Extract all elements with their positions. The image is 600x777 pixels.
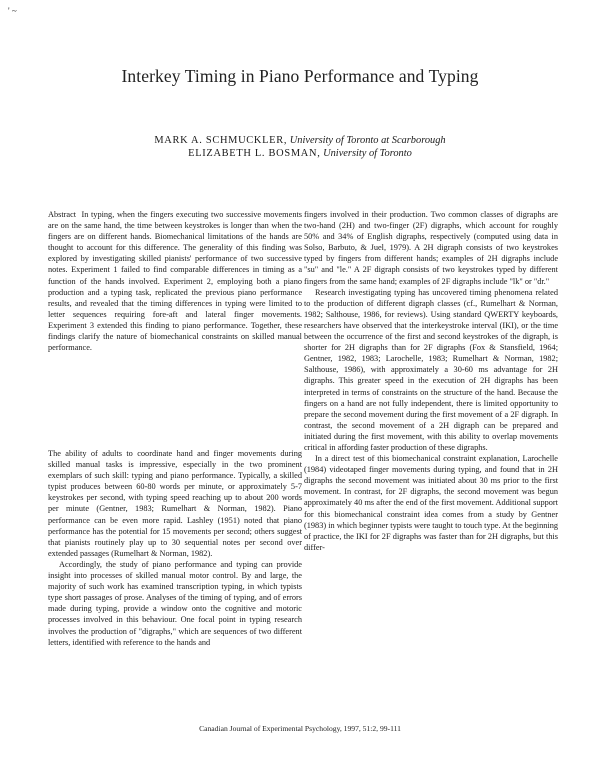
author-affiliation: University of Toronto xyxy=(323,148,412,159)
journal-citation-footer: Canadian Journal of Experimental Psychology, 1997, 51:2, 99-111 xyxy=(199,724,401,733)
body-paragraph: fingers involved in their production. Two common classes of digraphs are two-hand (2H) and two-finger (2F) digraphs, which account for roughly 50% and 34% of English digraphs, respectively (computed using data in Solso, Barbuto, & Juel, 1979). A 2H digraph consists of two keystrokes typed by fingers from different hands; examples of 2H digraphs include "su" and "le." A 2F digraph consists of two keystrokes typed by different fingers from the same hand; examples of 2F digraphs include "lk" or "dr." xyxy=(304,210,558,286)
author-name: ELIZABETH L. BOSMAN, xyxy=(188,148,321,159)
author-line xyxy=(100,134,500,147)
author-block xyxy=(100,134,500,160)
author-line xyxy=(100,147,500,160)
abstract-text: In typing, when the fingers executing two successive movements are on the same hand, the time between keystrokes is longer than when the fingers are on different hands. Biomechanical limitations of the hands are thought to account for this difference. The generality of this finding was explored by investigating skilled pianists' performance of two successive notes. Experiment 1 failed to find comparable differences in timing as a function of the hands involved. Experiment 2, employing both a piano production and a typing task, replicated the previous piano performance results, and revealed that the timing differences in typing were limited to letter sequences requiring fore-aft and lateral finger movements. Experiment 3 extended this finding to piano performance. Together, these findings clarify the nature of biomechanical constraints on skilled manual performance. xyxy=(48,210,302,353)
body-paragraph: Accordingly, the study of piano performance and typing can provide insight into processes of skilled manual motor control. By and large, the majority of such work has examined transcription typing, in which typists type short passages of prose. Analyses of the timing of typing, and of errors made during typing, provide a window onto the cognitive and motoric processes involved in this behaviour. One focal point in typing research involves the production of "digraphs," which are sequences of two different letters, identified with reference to the hands and xyxy=(48,559,302,647)
body-paragraph: In a direct test of this biomechanical constraint explanation, Larochelle (1984) videotaped finger movements during typing, and found that in 2H digraphs the second movement was initiated about 30 ms prior to the first movement. In contrast, for 2F digraphs, the second movement was begun approximately 40 ms after the end of the first movement. Additional support for this biomechanical constraint idea comes from a study by Gentner (1983) in which beginner typists were taught to touch type. At the beginning of practice, the IKI for 2F digraphs was faster than for 2H digraphs, but this differ- xyxy=(304,454,558,552)
abstract-label: Abstract xyxy=(48,210,77,219)
right-column-body xyxy=(304,209,558,553)
author-affiliation: University of Toronto at Scarborough xyxy=(289,135,446,146)
body-paragraph: The ability of adults to coordinate hand and finger movements during skilled manual tasks is impressive, especially in the two prominent exemplars of such skill: typing and piano performance. Typically, a skilled typist produces between 60-80 words per minute, or approximately 5-7 keystrokes per second, with typing speed reaching up to about 200 words per minute (Gentner, 1983; Rumelhart & Norman, 1982). Piano performance can be even more rapid. Lashley (1951) noted that piano performance has the potential for 15 movements per second; others suggest that pianists routinely play up to 30 sequential notes per second over extended passages (Rumelhart & Norman, 1982). xyxy=(48,449,302,558)
corner-mark: ' ~ xyxy=(8,6,17,16)
body-paragraph: Research investigating typing has uncovered timing phenomena related to the production of different digraph classes (cf., Rumelhart & Norman, 1982; Salthouse, 1986, for reviews). Using standard QWERTY keyboards, researchers have observed that the interkeystroke interval (IKI), or the time between the occurrence of the first and second keystrokes of the digraph, is shorter for 2H digraphs than for 2F digraphs (Fox & Stansfield, 1964; Gentner, 1982, 1983; Larochelle, 1983; Rumelhart & Norman, 1982; Salthouse, 1986), with approximately a 30-60 ms advantage for 2H digraphs. This greater speed in the execution of 2H digraphs has been interpreted in terms of constraints on the structure of the hand. Because the fingers on a hand are not fully independent, there is limited opportunity to prepare the second movement during the first movement of a 2F digraph. In contrast, the second movement of a 2H digraph can be prepared and initiated during the first movement, with this ability to overlap movements critical in affording faster production of these digraphs. xyxy=(304,287,558,452)
paper-title: Interkey Timing in Piano Performance and Typing xyxy=(121,66,479,86)
abstract xyxy=(48,209,302,353)
author-name: MARK A. SCHMUCKLER, xyxy=(154,135,288,146)
left-column-body xyxy=(48,448,302,648)
